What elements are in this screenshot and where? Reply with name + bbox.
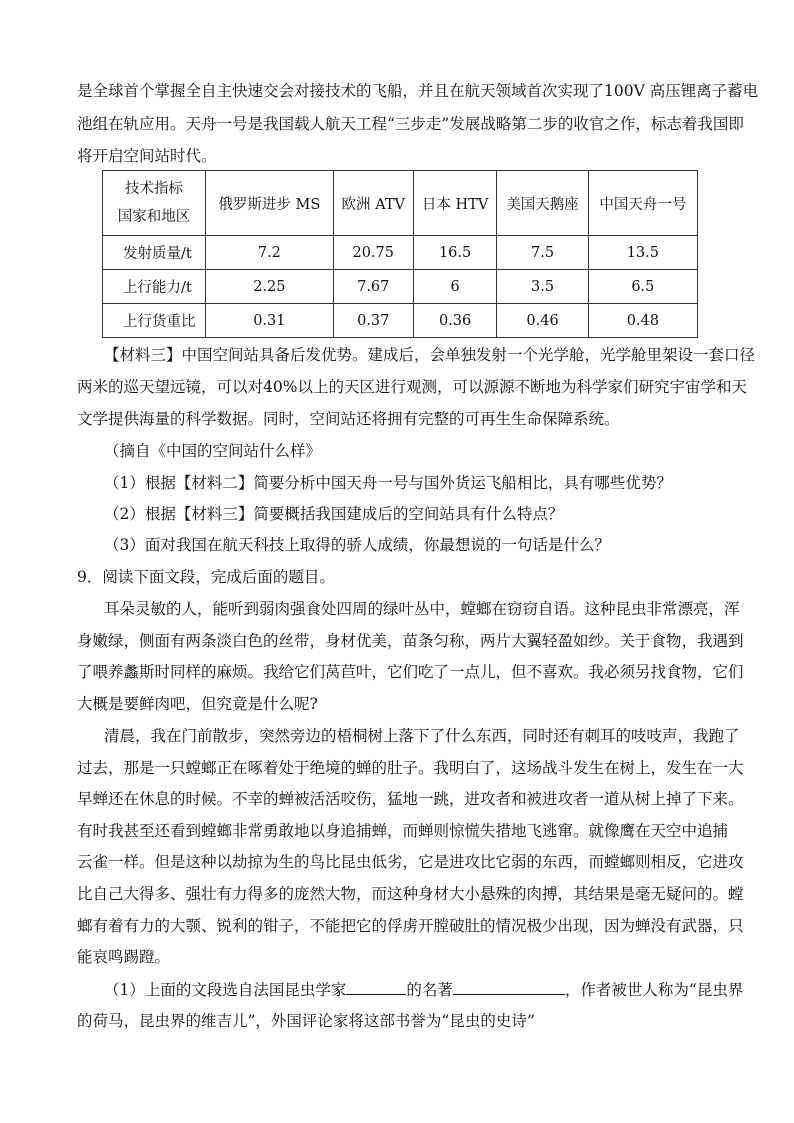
- passage-line: 大概是要鲜肉吧，但究竟是什么呢?: [77, 695, 318, 713]
- question-9-1-text-b: 的名著: [406, 981, 453, 999]
- table-row: [103, 270, 698, 304]
- passage-line: 有时我甚至还看到螳螂非常勇敢地以身追捕蝉，而蝉则惊慌失措地飞逃窜。就像鹰在天空中追捕: [77, 822, 729, 840]
- table-cell: 13.5: [588, 236, 697, 270]
- table-cell: 2.25: [206, 270, 334, 304]
- table-cell: 0.31: [206, 304, 334, 338]
- material3-line-3: 文学提供海量的科学数据。同时，空间站还将拥有完整的可再生生命保障系统。: [77, 410, 620, 428]
- table-row: [103, 236, 698, 270]
- answer-blank-book[interactable]: [453, 978, 565, 995]
- passage-line: 云雀一样。但是这种以劫掠为生的鸟比昆虫低劣，它是进攻比它弱的东西，而螳螂则相反，它进攻: [77, 853, 744, 871]
- table-cell: 0.46: [497, 304, 588, 338]
- column-header: 中国天舟一号: [588, 171, 697, 236]
- column-header: 欧洲 ATV: [333, 171, 413, 236]
- question-9-1-text-a: （1）上面的文段选自法国昆虫学家: [104, 981, 347, 999]
- table-cell: 20.75: [333, 236, 413, 270]
- passage-line: 过去，那是一只螳螂正在啄着处于绝境的蝉的肚子。我明白了，这场战斗发生在树上，发生在一大: [77, 759, 744, 777]
- table-corner-cell: [103, 171, 206, 236]
- material3-line-2: 两米的巡天望远镜，可以对40%以上的天区进行观测，可以源源不断地为科学家们研究宇宙学和天: [77, 378, 747, 396]
- header-top-label: 技术指标: [125, 181, 183, 197]
- table-cell: 16.5: [413, 236, 497, 270]
- passage-line: 比自己大得多、强壮有力得多的庞然大物，而这种身材大小悬殊的肉搏，其结果是毫无疑问的。螳: [77, 885, 744, 903]
- intro-line-2: 池组在轨应用。天舟一号是我国载人航天工程“三步走”发展战略第二步的收官之作，标志着我国即: [77, 115, 744, 133]
- table-cell: 7.5: [497, 236, 588, 270]
- question-8-1: （1）根据【材料二】简要分析中国天舟一号与国外货运飞船相比，具有哪些优势？: [104, 474, 672, 492]
- table-cell: 3.5: [497, 270, 588, 304]
- question-8-2: （2）根据【材料三】简要概括我国建成后的空间站具有什么特点？: [104, 505, 564, 523]
- table-cell: 0.36: [413, 304, 497, 338]
- column-header: 美国天鹅座: [497, 171, 588, 236]
- passage-line: 能哀鸣踢蹬。: [77, 948, 171, 966]
- material3-line-1: 【材料三】中国空间站具备后发优势。建成后，会单独发射一个光学舱，光学舱里架设一套口径: [104, 346, 756, 364]
- intro-line-3: 将开启空间站时代。: [77, 147, 217, 165]
- tech-comparison-table: [102, 170, 698, 338]
- table-cell: 0.48: [588, 304, 697, 338]
- question-9-heading: 9．阅读下面文段，完成后面的题目。: [77, 568, 335, 586]
- passage-line: 清晨，我在门前散步，突然旁边的梧桐树上落下了什么东西，同时还有刺耳的吱吱声，我跑了: [104, 727, 740, 745]
- table-cell: 7.2: [206, 236, 334, 270]
- table-header-row: [103, 171, 698, 236]
- passage-line: 了喂养蠡斯时同样的麻烦。我给它们莴苣叶，它们吃了一点儿，但不喜欢。我必须另找食物，它们: [77, 663, 744, 681]
- row-label: 上行货重比: [103, 304, 206, 338]
- header-bottom-label: 国家和地区: [117, 209, 191, 225]
- question-8-3: （3）面对我国在航天科技上取得的骄人成绩，你最想说的一句话是什么？: [104, 536, 610, 554]
- material3-source: （摘自《中国的空间站什么样》: [104, 442, 322, 460]
- table-cell: 0.37: [333, 304, 413, 338]
- table-cell: 6: [413, 270, 497, 304]
- question-9-1-line-2: 的荷马，昆虫界的维吉儿”，外国评论家将这部书誉为“昆虫的史诗”: [77, 1012, 535, 1030]
- passage-line: 螂有着有力的大颚、锐利的钳子，不能把它的俘虏开膛破肚的情况极少出现，因为蝉没有武器，只: [77, 917, 744, 935]
- question-9-1: [104, 978, 743, 1001]
- intro-line-1: 是全球首个掌握全自主快速交会对接技术的飞船，并且在航天领域首次实现了100V 高压锂离子蓄电: [77, 82, 759, 100]
- passage-line: 身嫩绿，侧面有两条淡白色的丝带，身材优美，苗条匀称，两片大翼轻盈如纱。关于食物，我遇到: [77, 632, 744, 650]
- row-label: 发射质量/t: [103, 236, 206, 270]
- row-label: 上行能力/t: [103, 270, 206, 304]
- passage-line: 早蝉还在休息的时候。不幸的蝉被活活咬伤，猛地一跳，进攻者和被进攻者一道从树上掉了下来。: [77, 790, 744, 808]
- column-header: 俄罗斯进步 MS: [206, 171, 334, 236]
- table-row: [103, 304, 698, 338]
- answer-blank-author[interactable]: [346, 978, 406, 995]
- question-9-1-text-c: ，作者被世人称为“昆虫界: [564, 981, 744, 999]
- passage-line: 耳朵灵敏的人，能听到弱肉强食处四周的绿叶丛中，螳螂在窃窃自语。这种昆虫非常漂亮，浑: [104, 600, 740, 618]
- column-header: 日本 HTV: [413, 171, 497, 236]
- table-cell: 7.67: [333, 270, 413, 304]
- table-cell: 6.5: [588, 270, 697, 304]
